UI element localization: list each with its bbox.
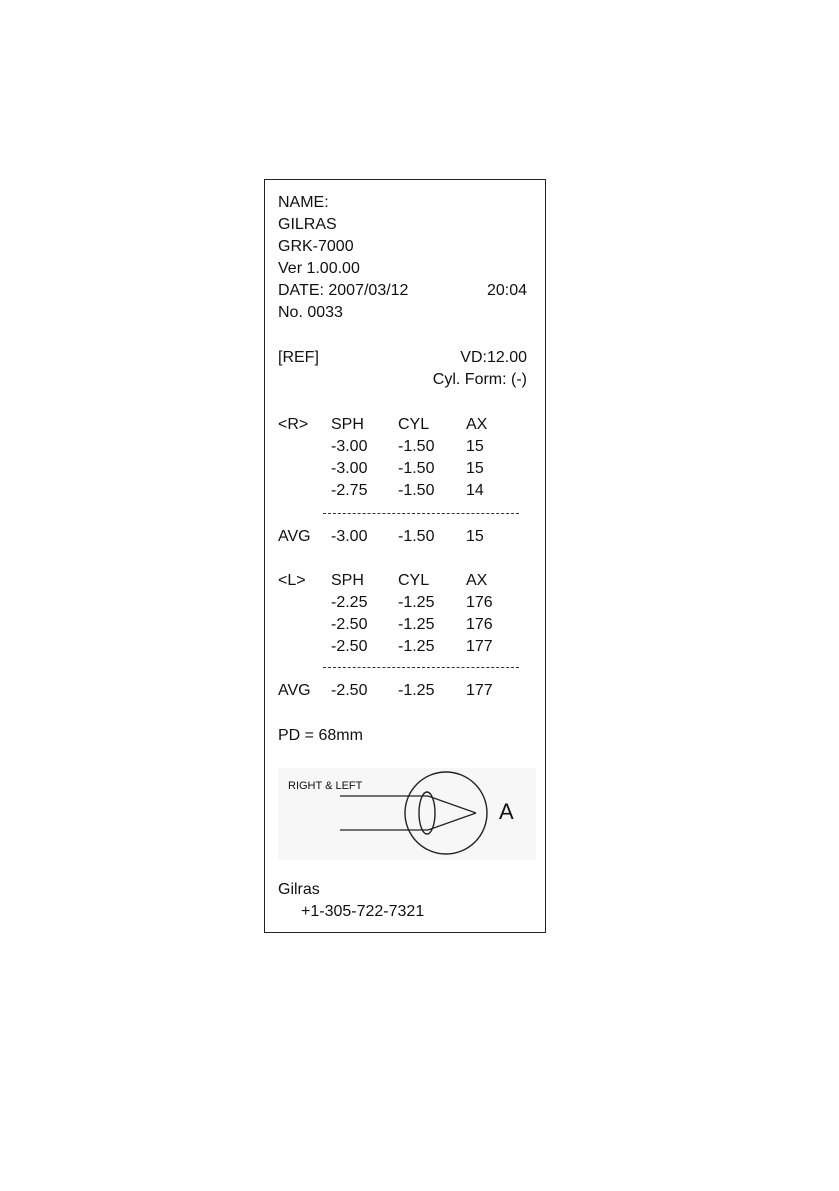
pupillary-distance: PD = 68mm	[278, 727, 363, 744]
right-row-1-cyl: -1.50	[398, 438, 435, 455]
left-row-2-sph: -2.50	[331, 616, 368, 633]
model-name: GRK-7000	[278, 238, 354, 255]
printout-ticket	[264, 179, 546, 933]
right-row-2-cyl: -1.50	[398, 460, 435, 477]
right-row-3-cyl: -1.50	[398, 482, 435, 499]
left-row-2-ax: 176	[466, 616, 493, 633]
right-avg-sph: -3.00	[331, 528, 368, 545]
left-row-3-ax: 177	[466, 638, 493, 655]
right-row-3-sph: -2.75	[331, 482, 368, 499]
left-row-2-cyl: -1.25	[398, 616, 435, 633]
eye-diagram	[278, 768, 536, 860]
right-row-2-sph: -3.00	[331, 460, 368, 477]
right-avg-ax: 15	[466, 528, 484, 545]
left-avg-label: AVG	[278, 682, 311, 699]
left-ax-header: AX	[466, 572, 488, 589]
cyl-form: Cyl. Form: (-)	[432, 371, 527, 388]
left-cyl-header: CYL	[398, 572, 430, 589]
right-row-3-ax: 14	[466, 482, 484, 499]
left-row-3-sph: -2.50	[331, 638, 368, 655]
vertex-distance: VD:12.00	[460, 349, 527, 366]
brand-name: GILRAS	[278, 216, 337, 233]
left-avg-cyl: -1.25	[398, 682, 435, 699]
diagram-letter: A	[499, 799, 514, 824]
name-label: NAME:	[278, 194, 329, 211]
left-avg-sph: -2.50	[331, 682, 368, 699]
version-text: Ver 1.00.00	[278, 260, 360, 277]
right-avg-cyl: -1.50	[398, 528, 435, 545]
record-number: No. 0033	[278, 304, 343, 321]
left-row-1-sph: -2.25	[331, 594, 368, 611]
time-text: 20:04	[486, 282, 527, 299]
right-ax-header: AX	[466, 416, 488, 433]
right-row-1-sph: -3.00	[331, 438, 368, 455]
ref-mode: [REF]	[278, 349, 319, 366]
lens-ellipse	[419, 792, 435, 834]
right-sph-header: SPH	[331, 416, 364, 433]
right-row-2-ax: 15	[466, 460, 484, 477]
date-text: DATE: 2007/03/12	[278, 282, 409, 299]
left-row-3-cyl: -1.25	[398, 638, 435, 655]
left-row-1-ax: 176	[466, 594, 493, 611]
right-separator	[323, 513, 519, 514]
left-row-1-cyl: -1.25	[398, 594, 435, 611]
left-eye-label: <L>	[278, 572, 306, 589]
left-sph-header: SPH	[331, 572, 364, 589]
right-cyl-header: CYL	[398, 416, 430, 433]
diagram-label: RIGHT & LEFT	[288, 780, 363, 792]
right-eye-label: <R>	[278, 416, 309, 433]
left-avg-ax: 177	[466, 682, 493, 699]
right-avg-label: AVG	[278, 528, 311, 545]
company-name: Gilras	[278, 881, 320, 898]
right-row-1-ax: 15	[466, 438, 484, 455]
left-separator	[323, 667, 519, 668]
company-phone: +1-305-722-7321	[301, 903, 425, 920]
